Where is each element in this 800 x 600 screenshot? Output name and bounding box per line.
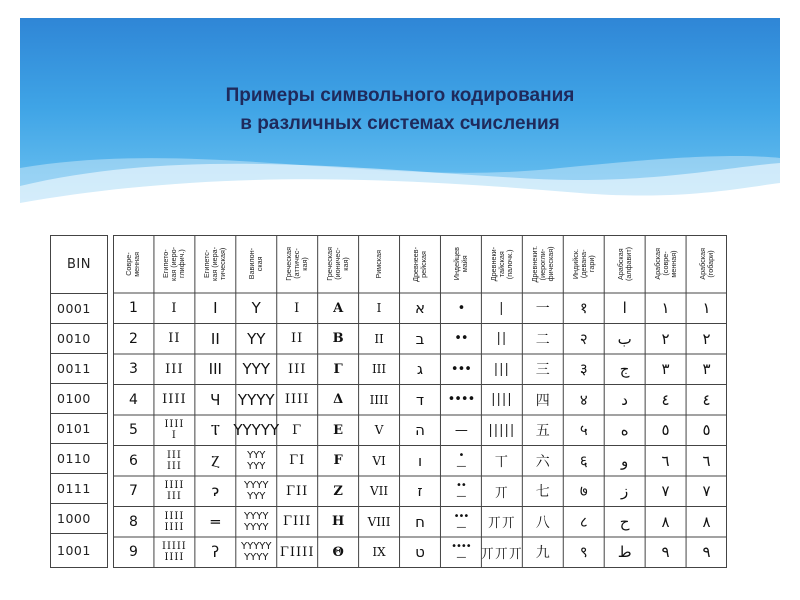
- numeral-cell: VI: [372, 453, 386, 468]
- numeral-cell: IIII III: [164, 480, 185, 503]
- bin-code: 0110: [51, 444, 107, 474]
- numeral-cell: B: [332, 331, 344, 347]
- numeral-cell: YYYY YYYY: [244, 510, 269, 533]
- numeral-cell: ط: [617, 543, 632, 562]
- numeral-cell: ٦: [702, 451, 711, 470]
- numeral-cell: III: [371, 362, 387, 377]
- numeral-cell: V: [374, 423, 384, 438]
- numeral-cell: II: [374, 331, 384, 346]
- bin-code-table: [50, 235, 108, 568]
- numeral-cell: Ч: [210, 390, 221, 409]
- numeral-cell: YYYY: [237, 390, 275, 409]
- column-header: [645, 235, 686, 293]
- numeral-cell: IIII: [369, 392, 389, 407]
- column-header: [113, 235, 154, 293]
- column-header-label: Греческая (аттичес- кая): [284, 247, 310, 281]
- numeral-cell: ٥: [661, 421, 670, 440]
- column-header: [686, 235, 727, 293]
- numeral-cell: IIII: [162, 392, 187, 408]
- numeral-cell: •••• —: [451, 541, 471, 564]
- numeral-cell: ز: [621, 482, 629, 501]
- numeral-cell: ٧: [702, 482, 711, 501]
- numeral-cell: ١: [702, 299, 711, 318]
- numeral-cell: ה: [415, 421, 425, 440]
- numeral-cell: ב: [415, 329, 425, 348]
- numeral-cell: ט: [415, 543, 425, 562]
- column-header-label: Древнеки- тайская (палочк.): [488, 246, 514, 282]
- column-header-label: Греческая (ионичес- кая): [325, 247, 351, 281]
- column-header: [195, 235, 236, 293]
- numeral-cell: ΓIII: [282, 514, 312, 530]
- numeral-cell: १: [579, 299, 588, 318]
- numeral-cell: Y: [251, 299, 261, 318]
- numeral-cell: ΓI: [289, 453, 306, 469]
- numeral-cell: 四: [535, 392, 550, 409]
- numeral-cell: ٤: [702, 390, 711, 409]
- column-header-label: Арабская (совре- менная): [652, 248, 678, 280]
- numeral-cell: 一: [535, 301, 550, 318]
- numeral-cell: I: [213, 299, 218, 318]
- numeral-cell: ••••: [447, 392, 475, 408]
- numeral-cell: YYYYY YYYY: [240, 541, 272, 564]
- numeral-cell: ١: [661, 299, 670, 318]
- numeral-cell: IX: [372, 545, 386, 560]
- numeral-cell: •• —: [456, 480, 466, 503]
- numeral-cell: 9: [129, 544, 138, 561]
- numeral-cell: YY: [247, 329, 266, 348]
- column-header: [236, 235, 277, 293]
- column-header-label: Вавилон- ская: [247, 248, 265, 280]
- numeral-cell: YYYYY: [233, 421, 280, 440]
- column-header: [563, 235, 604, 293]
- numeral-cell: Z: [333, 483, 343, 499]
- numeral-cell: ٢: [661, 329, 670, 348]
- numeral-cell: 6: [129, 452, 138, 469]
- numeral-cell: ٦: [661, 451, 670, 470]
- numeral-cell: Θ: [332, 544, 344, 560]
- column-header: [440, 235, 481, 293]
- numeral-cell: ٩: [702, 543, 711, 562]
- numeral-systems-table: [113, 235, 727, 568]
- numeral-cell: 7: [129, 483, 138, 500]
- numeral-cell: ɂ: [211, 482, 219, 501]
- bin-code: 1000: [51, 504, 107, 534]
- column-header: [277, 235, 318, 293]
- numeral-cell: ||||: [491, 392, 513, 408]
- numeral-cell: VIII: [367, 514, 391, 529]
- numeral-cell: F: [333, 453, 343, 469]
- bin-code: 0111: [51, 474, 107, 504]
- numeral-cell: ٥: [702, 421, 711, 440]
- numeral-cell: ד: [415, 390, 425, 409]
- numeral-cell: ||: [496, 331, 508, 347]
- numeral-cell: —: [454, 422, 467, 438]
- column-header: [604, 235, 645, 293]
- bin-code: 0010: [51, 324, 107, 354]
- numeral-cell: 丌丌: [487, 516, 516, 532]
- numeral-cell: 九: [535, 545, 550, 562]
- column-header-label: Арабская (гобари): [697, 248, 715, 280]
- numeral-cell: VII: [369, 484, 389, 499]
- numeral-cell: ٩: [661, 543, 670, 562]
- numeral-cell: ח: [415, 512, 425, 531]
- numeral-cell: ••• —: [453, 510, 469, 533]
- numeral-cell: III: [208, 360, 222, 379]
- numeral-cell: |||||: [488, 422, 516, 438]
- numeral-cell: •••: [450, 361, 471, 377]
- numeral-cell: ८: [579, 512, 588, 531]
- numeral-cell: Γ: [333, 361, 343, 377]
- numeral-cell: 5: [129, 422, 138, 439]
- column-header-label: Индийск. (девана- гари): [570, 248, 596, 280]
- numeral-cell: 五: [535, 423, 550, 440]
- column-header-label: Древнекит. (иерогли- фическая): [529, 245, 555, 283]
- bin-code: 0101: [51, 414, 107, 444]
- numeral-cell: ٨: [702, 512, 711, 531]
- numeral-cell: 3: [129, 361, 138, 378]
- numeral-cell: IIII IIII: [164, 510, 185, 533]
- numeral-cell: • —: [456, 449, 466, 472]
- numeral-cell: ٧: [661, 482, 670, 501]
- column-header: [318, 235, 359, 293]
- numeral-cell: IIII I: [164, 419, 185, 442]
- numeral-cell: 丌: [494, 485, 509, 501]
- numeral-cell: د: [621, 390, 628, 409]
- numeral-cell: II: [291, 331, 304, 347]
- column-header-label: Совре- менная: [124, 251, 142, 277]
- column-header: [400, 235, 441, 293]
- numeral-cell: III: [287, 361, 307, 377]
- bin-code: 0011: [51, 354, 107, 384]
- numeral-cell: ٨: [661, 512, 670, 531]
- numeral-cell: Ⲍ: [211, 451, 220, 470]
- numeral-cell: YYY: [242, 360, 270, 379]
- numeral-cell: 1: [129, 300, 138, 317]
- title-line-1: Примеры символьного кодирования: [225, 85, 575, 106]
- numeral-cell: E: [333, 422, 344, 438]
- numeral-cell: A: [333, 300, 344, 316]
- column-header-label: Древнеев- рейская: [410, 246, 428, 282]
- numeral-cell: 八: [535, 514, 550, 531]
- numeral-cell: ج: [619, 360, 630, 379]
- numeral-cell: 2: [129, 330, 138, 347]
- numeral-cell: 二: [535, 331, 550, 348]
- column-header: [359, 235, 400, 293]
- numeral-cell: ٣: [661, 360, 670, 379]
- numeral-cell: YYY YYY: [247, 449, 266, 472]
- column-header: [522, 235, 563, 293]
- numeral-cell: II: [168, 331, 181, 347]
- numeral-cell: ح: [619, 512, 630, 531]
- numeral-cell: 4: [129, 391, 138, 408]
- numeral-cell: ا: [622, 299, 627, 318]
- numeral-cell: •: [457, 300, 465, 316]
- numeral-cell: ७: [579, 482, 588, 501]
- numeral-cell: H: [331, 514, 345, 530]
- numeral-cell: २: [579, 329, 588, 348]
- slide-header: [20, 18, 780, 216]
- column-header-label: Египето- кая (иеро- глифич.): [161, 247, 187, 281]
- numeral-cell: ═: [210, 512, 220, 531]
- numeral-cell: IIIII IIII: [162, 541, 187, 564]
- numeral-cell: ६: [579, 451, 588, 470]
- numeral-cell: ٣: [702, 360, 711, 379]
- numeral-cell: Δ: [333, 392, 344, 408]
- numeral-cell: א: [414, 299, 425, 318]
- numeral-cell: ΓIIII: [279, 544, 315, 560]
- numeral-cell: ३: [579, 360, 588, 379]
- numeral-cell: ४: [579, 390, 588, 409]
- numeral-cell: ९: [579, 543, 588, 562]
- numeral-cell: I: [294, 300, 301, 316]
- numeral-cell: IIII: [284, 392, 310, 408]
- slide-title: [20, 82, 780, 138]
- numeral-cell: 丅: [494, 455, 509, 471]
- numeral-cell: 丌丌丌: [480, 546, 523, 562]
- title-line-2: в различных системах счисления: [240, 113, 560, 134]
- column-header-label: Римская: [374, 249, 384, 279]
- numeral-cell: II: [210, 329, 220, 348]
- numeral-cell: و: [621, 451, 629, 470]
- bin-code: 0100: [51, 384, 107, 414]
- numeral-cell: ه: [620, 421, 629, 440]
- column-header-label: Египетс- кая (иера- тическая): [202, 247, 228, 281]
- numeral-cell: 七: [535, 484, 550, 501]
- numeral-cell: |: [499, 300, 505, 316]
- numeral-cell: ٢: [702, 329, 711, 348]
- numeral-cell: ג: [416, 360, 424, 379]
- numeral-cell: Γ: [292, 422, 303, 438]
- column-header: [481, 235, 522, 293]
- numeral-cell: ΓII: [286, 483, 309, 499]
- numeral-cell: ••: [454, 331, 468, 347]
- numeral-cell: ʔ: [211, 543, 220, 562]
- numeral-cell: Ⲧ: [210, 421, 220, 440]
- numeral-cell: 六: [535, 453, 550, 470]
- numeral-cell: YYYY YYY: [244, 480, 269, 503]
- numeral-cell: III: [165, 361, 184, 377]
- numeral-cell: |||: [493, 361, 510, 377]
- bin-code: 1001: [57, 543, 91, 558]
- numeral-cell: I: [171, 300, 178, 316]
- bin-code: 0001: [51, 294, 107, 324]
- numeral-cell: ٤: [661, 390, 670, 409]
- column-header: [154, 235, 195, 293]
- numeral-cell: 8: [129, 513, 138, 530]
- numeral-cell: ५: [579, 421, 588, 440]
- numeral-cell: 三: [535, 362, 550, 379]
- numeral-cell: I: [376, 301, 382, 316]
- numeral-cell: ب: [617, 329, 632, 348]
- column-header-label: Арабская (алфавит): [615, 246, 633, 281]
- numeral-cell: ז: [417, 482, 423, 501]
- numeral-cell: III III: [166, 449, 182, 472]
- bin-header: BIN: [51, 236, 107, 294]
- numeral-cell: ו: [417, 451, 423, 470]
- column-header-label: Индейцев майя: [451, 247, 469, 281]
